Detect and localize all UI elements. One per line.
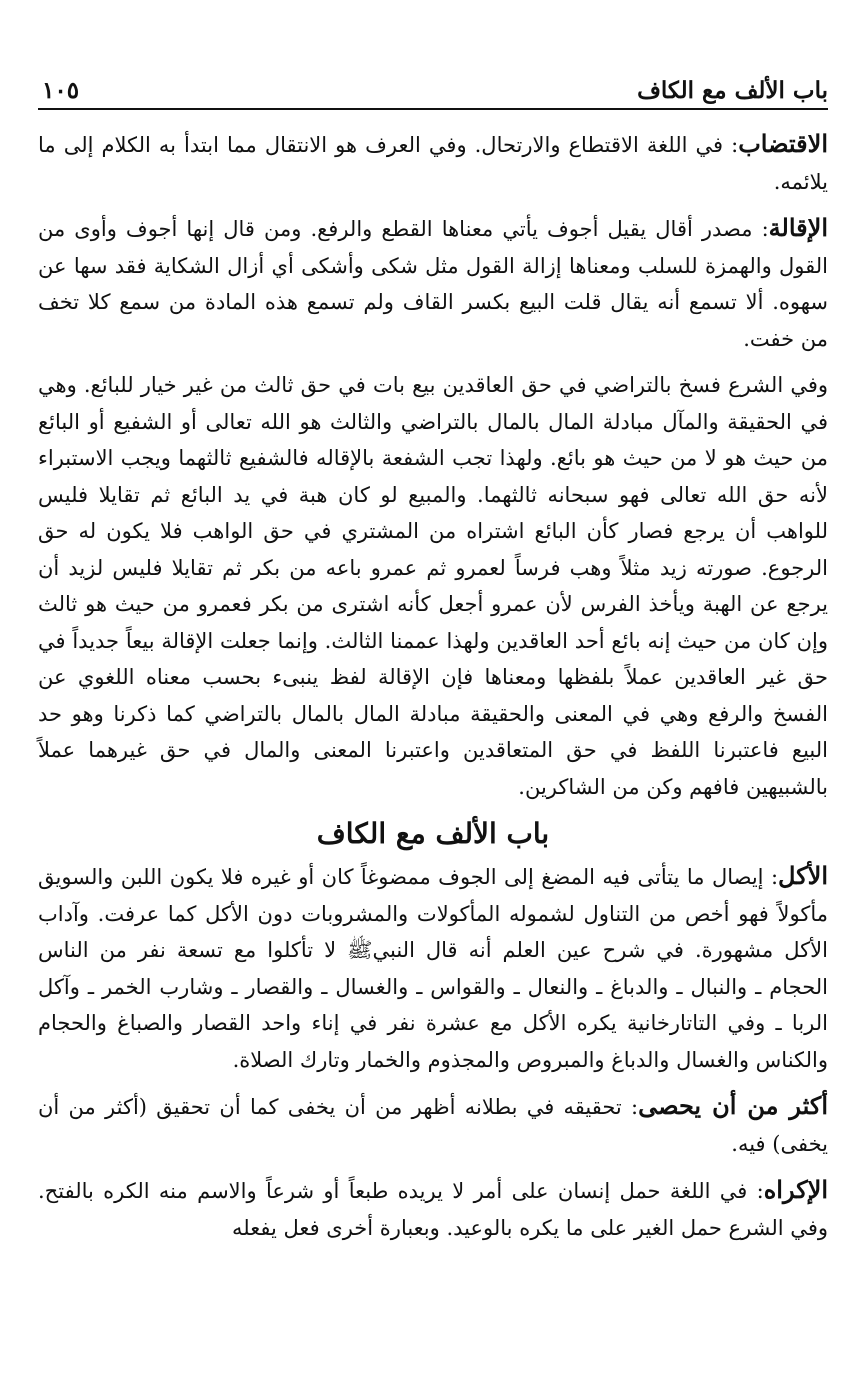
entry-term: الإكراه	[763, 1175, 828, 1204]
section-title: باب الألف مع الكاف	[316, 817, 550, 850]
entry-text: : مصدر أقال يقيل أجوف يأتي معناها القطع والرفع. ومن قال إنها أجوف وأوى من القول والهمزة للسلب ومعناها إزالة القول مثل شكى وأشكى أي أزال الشكاية فقد سها عن سهوه. ألا تسمع أنه يقال قلت البيع بكسر القاف ولم تسمع هذه المادة من سمع كلا تخف من خفت.	[38, 217, 828, 351]
running-header	[38, 60, 828, 110]
entry-term: الإقالة	[768, 213, 828, 242]
entry-term: الأكل	[778, 861, 828, 890]
page-number: ١٠٥	[42, 77, 80, 104]
entry-term: الاقتضاب	[738, 129, 828, 158]
entry-iqala	[38, 210, 828, 357]
iqala-sharia-paragraph: وفي الشرع فسخ بالتراضي في حق العاقدين بيع بات في حق ثالث من غير خيار للبائع. وهي في الحقيقة والمآل مبادلة المال بالمال بالتراضي والثالث هو الله تعالى أو الشفيع أو البائع من حيث هو لا من حيث هو بائع. ولهذا تجب الشفعة بالإقاله فالشفيع ثالثهما ويجب الاستبراء لأنه حق الله تعالى فهو سبحانه ثالثهما. والمبيع لو كان هبة في يد البائع ثم تقايلا فليس للواهب أن يرجع فصار كأن البائع اشتراه من المشتري في حق الواهب فلا يكون له حق الرجوع. صورته زيد مثلاً وهب فرساً لعمرو ثم عمرو باعه من بكر ثم تقايلا فليس لزيد أن يرجع عن الهبة ويأخذ الفرس لأن عمرو أجعل كأنه اشترى من بكر فعمرو من حيث هو ثالث وإن كان من حيث إنه بائع أحد العاقدين ولهذا عممنا الثالث. وإنما جعلت الإقالة بيعاً جديداً في حق غير العاقدين عملاً بلفظها ومعناها فإن الإقالة لفظ ينبىء بحسب معناه اللغوي عن الفسخ والرفع وهي في المعنى والحقيقة مبادلة المال بالمال بالتراضي كما ذكرنا وهو حد البيع فاعتبرنا اللفظ في حق المتعاقدين واعتبرنا المعنى والمال في حق غيرهما عملاً بالشبيهين فافهم وكن من الشاكرين.	[38, 373, 828, 799]
entry-iqtidab	[38, 126, 828, 200]
entry-akthar	[38, 1088, 828, 1162]
entry-ikrah	[38, 1172, 828, 1246]
header-title: باب الألف مع الكاف	[637, 77, 828, 104]
entry-text: : في اللغة الاقتطاع والارتحال. وفي العرف هو الانتقال مما ابتدأ به الكلام إلى ما يلائمه.	[38, 133, 828, 194]
entry-akl	[38, 858, 828, 1078]
entry-text: : إيصال ما يتأتى فيه المضغ إلى الجوف ممضوغاً كان أو غيره فلا يكون اللبن والسويق مأكولاً فهو أخص من التناول لشموله المأكولات والمشروبات دون الأكل كما عرفت. وآداب الأكل مشهورة. في شرح عين العلم أنه قال النبيﷺ لا تأكلوا مع تسعة نفر من الناس الحجام ـ والنبال ـ والدباغ ـ والنعال ـ والقواس ـ والغسال ـ والقصار ـ وشارب الخمر ـ وآكل الربا ـ وفي التاتارخانية يكره الأكل مع عشرة نفر في إناء واحد القصار والصباغ والحجام والكناس والغسال والدباغ والمبروص والمجذوم والخمار وتارك الصلاة.	[38, 865, 828, 1072]
entry-text: : في اللغة حمل إنسان على أمر لا يريده طبعاً أو شرعاً والاسم منه الكره بالفتح. وفي الشرع حمل الغير على ما يكره بالوعيد. وبعبارة أخرى فعل يفعله	[38, 1179, 828, 1240]
page-body	[38, 110, 828, 1246]
page	[38, 60, 828, 1370]
entry-text: : تحقيقه في بطلانه أظهر من أن يخفى كما أن تحقيق (أكثر من أن يخفى) فيه.	[38, 1095, 828, 1156]
entry-term: أكثر من أن يحصى	[638, 1091, 828, 1120]
